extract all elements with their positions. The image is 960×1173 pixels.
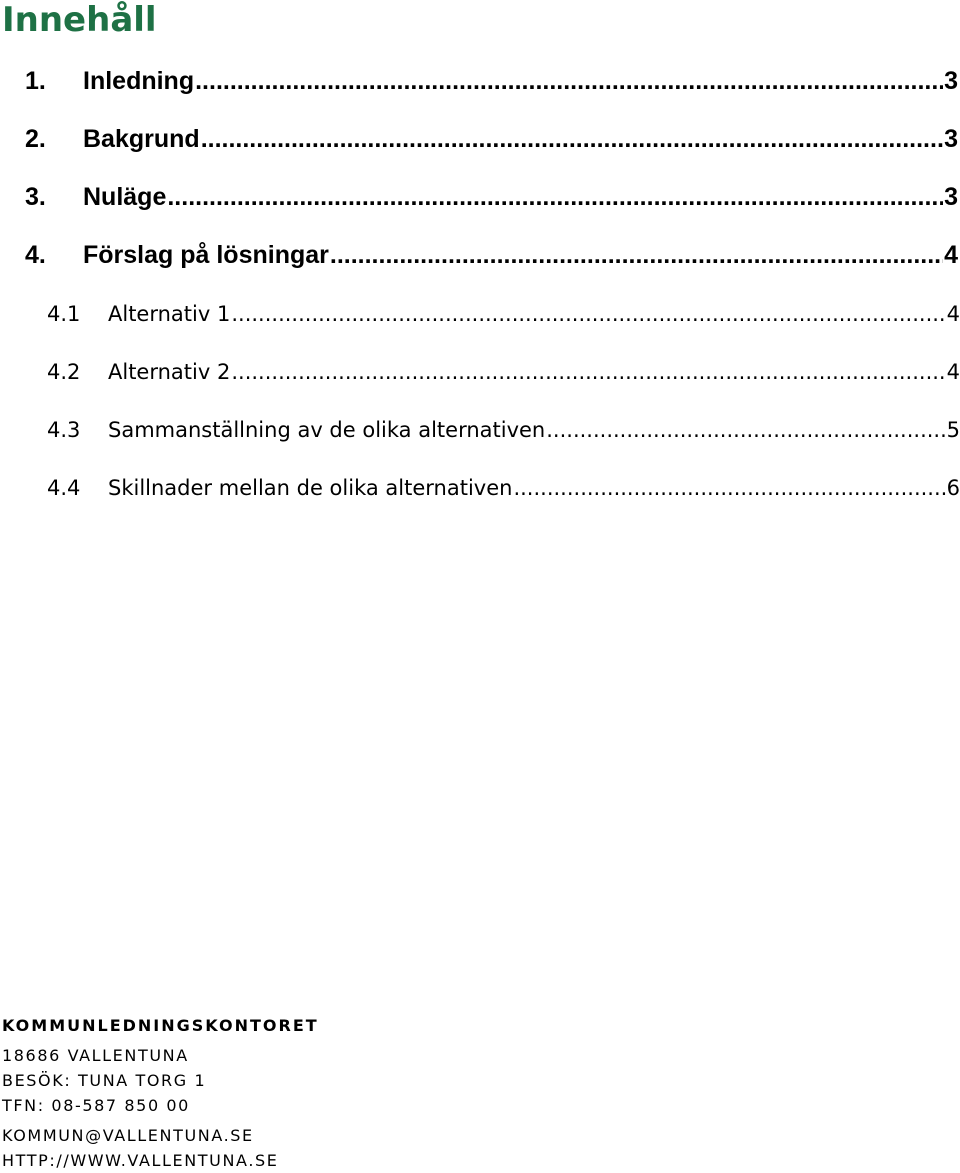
toc-entry-text: Inledning	[83, 67, 195, 95]
toc-entry-text: Skillnader mellan de olika alternativen	[108, 476, 513, 500]
toc-entry-page: 3	[944, 125, 958, 153]
toc-entry-page: 5	[946, 418, 960, 442]
footer-visiting-address: BESÖK: TUNA TORG 1	[2, 1071, 207, 1090]
footer-email-link[interactable]: KOMMUN@VALLENTUNA.SE	[2, 1126, 254, 1145]
toc-dot-leader	[195, 67, 943, 96]
footer-phone: TFN: 08-587 850 00	[2, 1096, 190, 1115]
toc-entry-number: 1.	[25, 67, 46, 95]
toc-entry-inledning[interactable]	[25, 67, 958, 97]
toc-dot-leader	[201, 125, 943, 154]
toc-entry-number: 2.	[25, 125, 46, 153]
footer-website-link[interactable]: HTTP://WWW.VALLENTUNA.SE	[2, 1151, 279, 1170]
toc-dot-leader	[330, 241, 943, 270]
toc-title: Innehåll	[2, 0, 157, 40]
toc-entry-page: 3	[944, 183, 958, 211]
toc-entry-page: 4	[946, 360, 960, 384]
toc-entry-number: 4.	[25, 241, 46, 269]
toc-entry-alternativ-1[interactable]	[47, 302, 960, 330]
toc-entry-text: Bakgrund	[83, 125, 200, 153]
toc-entry-text: Nuläge	[83, 183, 167, 211]
toc-entry-text: Sammanställning av de olika alternativen	[108, 418, 546, 442]
toc-dot-leader	[546, 418, 945, 442]
toc-entry-page: 3	[944, 67, 958, 95]
toc-entry-nulage[interactable]	[25, 183, 958, 213]
toc-entry-page: 4	[944, 241, 958, 269]
toc-entry-page: 4	[946, 302, 960, 326]
toc-entry-text: Förslag på lösningar	[83, 241, 329, 269]
toc-entry-sammanstallning[interactable]	[47, 418, 960, 446]
toc-entry-number: 4.1	[47, 302, 81, 326]
toc-entry-text: Alternativ 2	[108, 360, 231, 384]
toc-entry-page: 6	[946, 476, 960, 500]
toc-entry-bakgrund[interactable]	[25, 125, 958, 155]
toc-entry-text: Alternativ 1	[108, 302, 231, 326]
toc-entry-forslag-pa-losningar[interactable]	[25, 241, 958, 271]
toc-entry-number: 4.2	[47, 360, 81, 384]
toc-entry-alternativ-2[interactable]	[47, 360, 960, 388]
footer-postal-address: 18686 VALLENTUNA	[2, 1046, 189, 1065]
toc-entry-number: 4.3	[47, 418, 81, 442]
toc-dot-leader	[231, 360, 945, 384]
toc-dot-leader	[231, 302, 945, 326]
toc-entry-number: 3.	[25, 183, 46, 211]
toc-dot-leader	[513, 476, 945, 500]
toc-entry-skillnader[interactable]	[47, 476, 960, 504]
toc-entry-number: 4.4	[47, 476, 81, 500]
toc-dot-leader	[167, 183, 943, 212]
footer-organization: KOMMUNLEDNINGSKONTORET	[2, 1016, 319, 1035]
